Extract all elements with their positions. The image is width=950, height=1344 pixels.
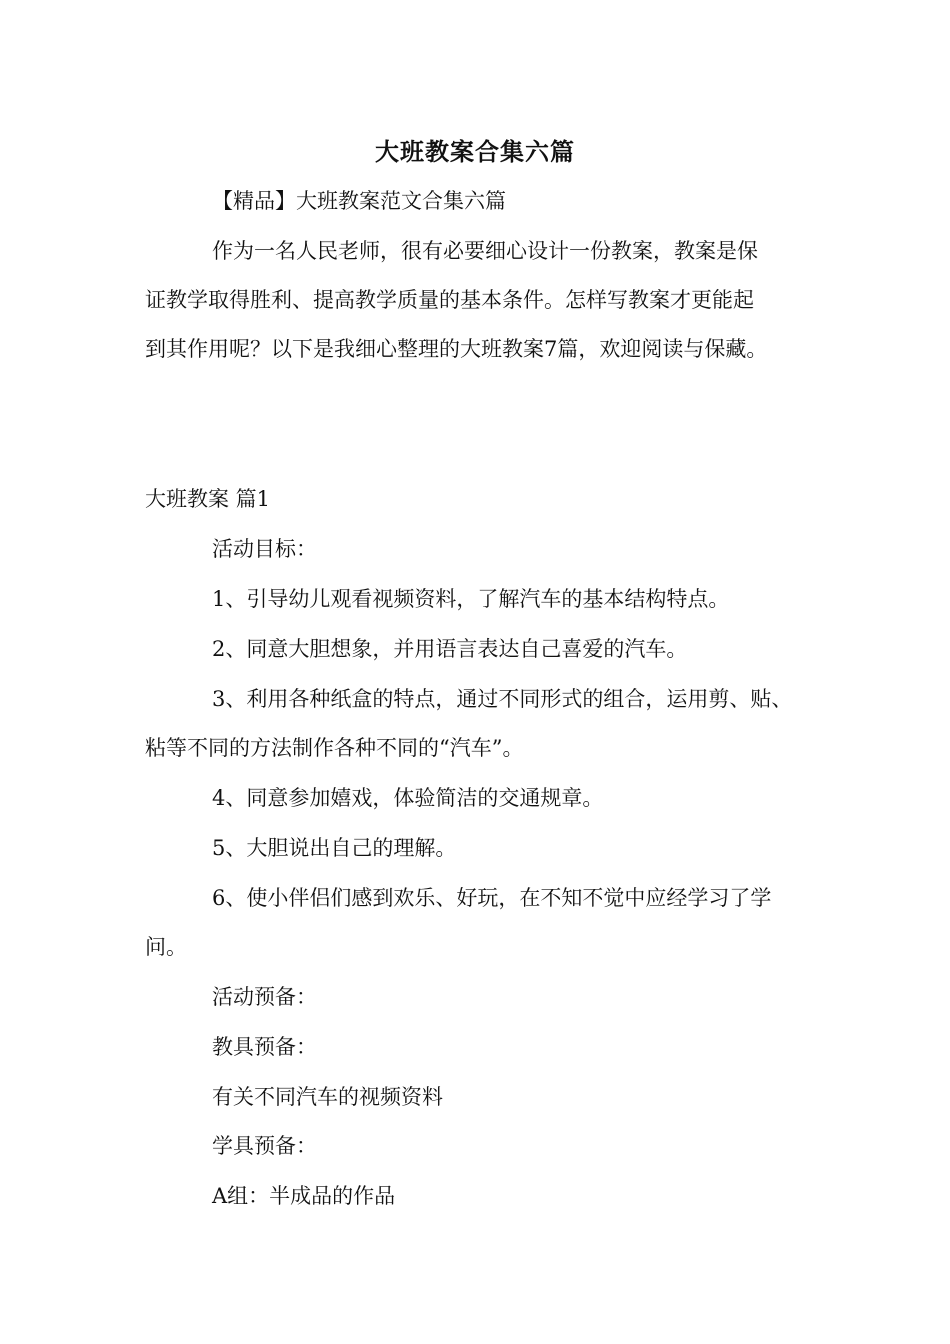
body-line: 粘等不同的方法制作各种不同的“汽车”。	[145, 736, 524, 760]
body-line: 3、利用各种纸盒的特点，通过不同形式的组合，运用剪、贴、	[212, 687, 793, 711]
body-line: A组：半成品的作品	[212, 1184, 396, 1208]
document-title: 大班教案合集六篇	[375, 137, 575, 166]
intro-line-3: 到其作用呢？以下是我细心整理的大班教案7篇，欢迎阅读与保藏。	[145, 337, 768, 361]
body-line: 6、使小伴侣们感到欢乐、好玩，在不知不觉中应经学习了学	[212, 886, 772, 910]
body-line: 有关不同汽车的视频资料	[212, 1085, 443, 1109]
intro-line-1: 作为一名人民老师，很有必要细心设计一份教案，教案是保	[212, 239, 758, 263]
body-line: 问。	[145, 935, 187, 959]
body-line: 活动目标：	[212, 537, 317, 561]
body-line: 1、引导幼儿观看视频资料，了解汽车的基本结构特点。	[212, 587, 730, 611]
document-subtitle: 【精品】大班教案范文合集六篇	[212, 189, 506, 213]
body-line: 教具预备：	[212, 1035, 317, 1059]
body-line: 活动预备：	[212, 985, 317, 1009]
intro-line-2: 证教学取得胜利、提高教学质量的基本条件。怎样写教案才更能起	[145, 288, 754, 312]
section-heading: 大班教案 篇1	[145, 487, 271, 511]
body-line: 4、同意参加嬉戏，体验简洁的交通规章。	[212, 786, 604, 810]
body-line: 2、同意大胆想象，并用语言表达自己喜爱的汽车。	[212, 637, 688, 661]
body-line: 学具预备：	[212, 1134, 317, 1158]
body-line: 5、大胆说出自己的理解。	[212, 836, 457, 860]
